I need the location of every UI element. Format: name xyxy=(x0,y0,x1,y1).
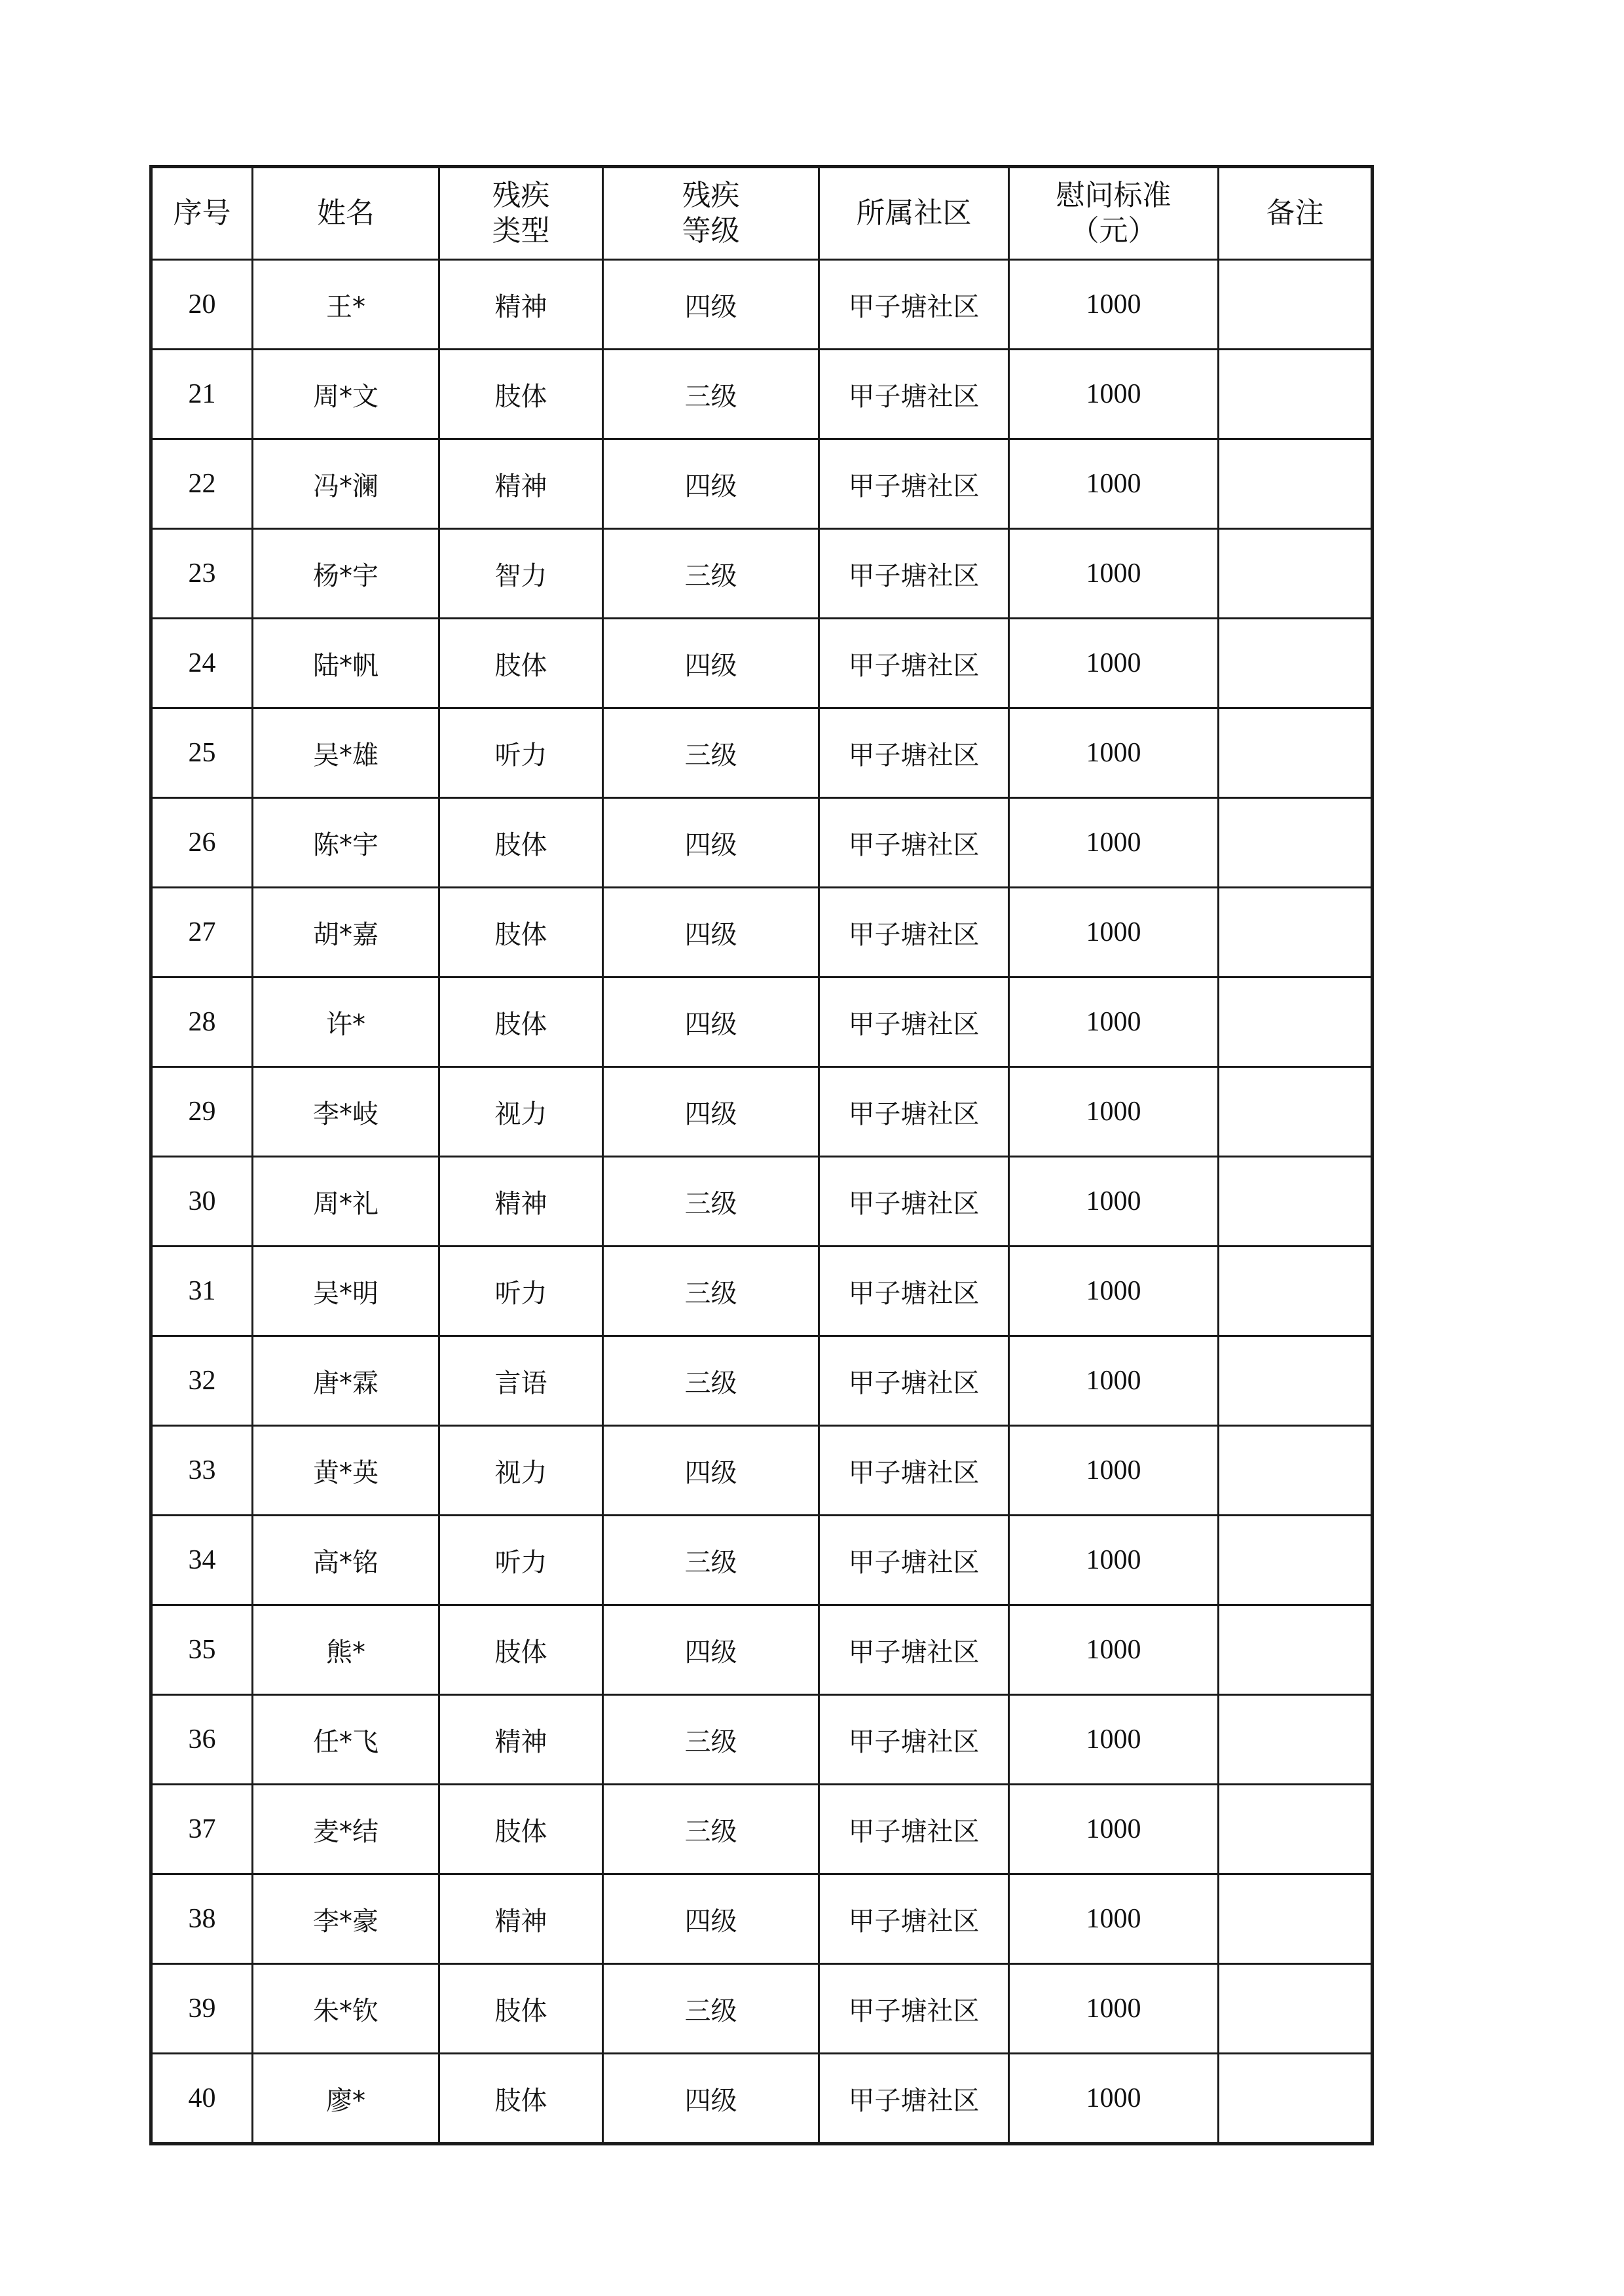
cell-disability-type: 听力 xyxy=(439,708,603,798)
table-row xyxy=(151,1785,1373,1874)
cell-community: 甲子塘社区 xyxy=(819,260,1009,350)
cell-seq: 29 xyxy=(151,1067,253,1157)
cell-seq: 28 xyxy=(151,977,253,1067)
table-row xyxy=(151,888,1373,977)
cell-seq: 26 xyxy=(151,798,253,888)
cell-seq: 37 xyxy=(151,1785,253,1874)
cell-name: 高*铭 xyxy=(253,1516,439,1605)
cell-seq: 31 xyxy=(151,1247,253,1336)
cell-disability-level: 四级 xyxy=(603,798,819,888)
cell-remark xyxy=(1219,708,1373,798)
table-body xyxy=(151,260,1373,2144)
cell-disability-type: 肢体 xyxy=(439,350,603,439)
cell-disability-type: 视力 xyxy=(439,1067,603,1157)
cell-disability-type: 肢体 xyxy=(439,1785,603,1874)
cell-disability-type: 听力 xyxy=(439,1247,603,1336)
cell-disability-level: 四级 xyxy=(603,888,819,977)
cell-name: 冯*澜 xyxy=(253,439,439,529)
header-disability-level-line2: 等级 xyxy=(682,214,740,247)
cell-remark xyxy=(1219,1157,1373,1247)
cell-disability-level: 三级 xyxy=(603,1336,819,1426)
header-disability-level xyxy=(603,167,819,260)
header-disability-type-line1: 残疾 xyxy=(492,179,550,212)
cell-remark xyxy=(1219,529,1373,619)
cell-seq: 20 xyxy=(151,260,253,350)
cell-seq: 38 xyxy=(151,1874,253,1964)
cell-remark xyxy=(1219,1336,1373,1426)
cell-subsidy-amount: 1000 xyxy=(1009,529,1219,619)
cell-name: 胡*嘉 xyxy=(253,888,439,977)
cell-community: 甲子塘社区 xyxy=(819,1874,1009,1964)
table-row xyxy=(151,1426,1373,1516)
cell-disability-level: 四级 xyxy=(603,1067,819,1157)
cell-name: 李*豪 xyxy=(253,1874,439,1964)
table-row xyxy=(151,1336,1373,1426)
cell-name: 王* xyxy=(253,260,439,350)
cell-name: 周*礼 xyxy=(253,1157,439,1247)
cell-name: 黄*英 xyxy=(253,1426,439,1516)
table-row xyxy=(151,439,1373,529)
cell-remark xyxy=(1219,1426,1373,1516)
cell-community: 甲子塘社区 xyxy=(819,1964,1009,2054)
cell-community: 甲子塘社区 xyxy=(819,1516,1009,1605)
cell-community: 甲子塘社区 xyxy=(819,708,1009,798)
cell-remark xyxy=(1219,439,1373,529)
cell-disability-type: 精神 xyxy=(439,439,603,529)
cell-subsidy-amount: 1000 xyxy=(1009,1157,1219,1247)
cell-remark xyxy=(1219,1605,1373,1695)
table-row xyxy=(151,798,1373,888)
cell-remark xyxy=(1219,798,1373,888)
cell-disability-level: 四级 xyxy=(603,1605,819,1695)
disability-subsidy-table xyxy=(149,165,1374,2145)
cell-name: 任*飞 xyxy=(253,1695,439,1785)
table-row xyxy=(151,350,1373,439)
cell-community: 甲子塘社区 xyxy=(819,529,1009,619)
cell-disability-type: 肢体 xyxy=(439,888,603,977)
cell-community: 甲子塘社区 xyxy=(819,1336,1009,1426)
header-seq: 序号 xyxy=(151,167,253,260)
table-row xyxy=(151,977,1373,1067)
cell-name: 廖* xyxy=(253,2054,439,2144)
header-disability-type xyxy=(439,167,603,260)
cell-disability-type: 肢体 xyxy=(439,977,603,1067)
cell-seq: 30 xyxy=(151,1157,253,1247)
cell-community: 甲子塘社区 xyxy=(819,439,1009,529)
table-row xyxy=(151,260,1373,350)
cell-disability-level: 四级 xyxy=(603,1426,819,1516)
cell-remark xyxy=(1219,1247,1373,1336)
cell-remark xyxy=(1219,1964,1373,2054)
header-remark: 备注 xyxy=(1219,167,1373,260)
cell-remark xyxy=(1219,1695,1373,1785)
cell-name: 吴*明 xyxy=(253,1247,439,1336)
cell-disability-level: 三级 xyxy=(603,1695,819,1785)
header-disability-level-line1: 残疾 xyxy=(682,179,740,212)
cell-community: 甲子塘社区 xyxy=(819,1157,1009,1247)
cell-subsidy-amount: 1000 xyxy=(1009,1785,1219,1874)
cell-disability-level: 三级 xyxy=(603,1785,819,1874)
cell-name: 朱*钦 xyxy=(253,1964,439,2054)
cell-disability-level: 三级 xyxy=(603,1964,819,2054)
cell-disability-level: 三级 xyxy=(603,1247,819,1336)
cell-community: 甲子塘社区 xyxy=(819,888,1009,977)
cell-seq: 25 xyxy=(151,708,253,798)
cell-name: 周*文 xyxy=(253,350,439,439)
cell-disability-type: 肢体 xyxy=(439,2054,603,2144)
cell-remark xyxy=(1219,260,1373,350)
cell-seq: 32 xyxy=(151,1336,253,1426)
cell-name: 许* xyxy=(253,977,439,1067)
cell-remark xyxy=(1219,1067,1373,1157)
cell-name: 陆*帆 xyxy=(253,619,439,708)
cell-seq: 21 xyxy=(151,350,253,439)
cell-disability-type: 听力 xyxy=(439,1516,603,1605)
cell-disability-level: 三级 xyxy=(603,1516,819,1605)
table-row xyxy=(151,1516,1373,1605)
cell-seq: 35 xyxy=(151,1605,253,1695)
cell-disability-level: 四级 xyxy=(603,439,819,529)
cell-subsidy-amount: 1000 xyxy=(1009,350,1219,439)
table-row xyxy=(151,2054,1373,2144)
cell-name: 李*岐 xyxy=(253,1067,439,1157)
cell-disability-type: 精神 xyxy=(439,1874,603,1964)
header-name: 姓名 xyxy=(253,167,439,260)
cell-community: 甲子塘社区 xyxy=(819,350,1009,439)
table-row xyxy=(151,1247,1373,1336)
cell-disability-type: 精神 xyxy=(439,260,603,350)
cell-disability-type: 言语 xyxy=(439,1336,603,1426)
cell-community: 甲子塘社区 xyxy=(819,2054,1009,2144)
table-row xyxy=(151,708,1373,798)
cell-seq: 33 xyxy=(151,1426,253,1516)
header-subsidy-standard-line1: 慰问标准 xyxy=(1056,179,1172,212)
header-disability-type-line2: 类型 xyxy=(492,214,550,247)
cell-subsidy-amount: 1000 xyxy=(1009,1964,1219,2054)
cell-subsidy-amount: 1000 xyxy=(1009,1874,1219,1964)
cell-seq: 23 xyxy=(151,529,253,619)
cell-subsidy-amount: 1000 xyxy=(1009,1067,1219,1157)
cell-name: 吴*雄 xyxy=(253,708,439,798)
cell-community: 甲子塘社区 xyxy=(819,1067,1009,1157)
table-row xyxy=(151,1067,1373,1157)
cell-subsidy-amount: 1000 xyxy=(1009,619,1219,708)
table-row xyxy=(151,1605,1373,1695)
table-row xyxy=(151,529,1373,619)
cell-remark xyxy=(1219,1516,1373,1605)
cell-disability-type: 精神 xyxy=(439,1695,603,1785)
cell-subsidy-amount: 1000 xyxy=(1009,439,1219,529)
cell-name: 麦*结 xyxy=(253,1785,439,1874)
cell-disability-type: 智力 xyxy=(439,529,603,619)
cell-remark xyxy=(1219,888,1373,977)
cell-community: 甲子塘社区 xyxy=(819,619,1009,708)
cell-subsidy-amount: 1000 xyxy=(1009,1336,1219,1426)
cell-disability-type: 肢体 xyxy=(439,798,603,888)
cell-disability-type: 视力 xyxy=(439,1426,603,1516)
cell-subsidy-amount: 1000 xyxy=(1009,260,1219,350)
cell-seq: 27 xyxy=(151,888,253,977)
cell-community: 甲子塘社区 xyxy=(819,1785,1009,1874)
cell-remark xyxy=(1219,2054,1373,2144)
cell-disability-type: 肢体 xyxy=(439,619,603,708)
cell-remark xyxy=(1219,1874,1373,1964)
table-row xyxy=(151,1874,1373,1964)
header-row xyxy=(151,167,1373,260)
cell-name: 唐*霖 xyxy=(253,1336,439,1426)
cell-seq: 24 xyxy=(151,619,253,708)
cell-community: 甲子塘社区 xyxy=(819,1695,1009,1785)
header-subsidy-standard xyxy=(1009,167,1219,260)
cell-disability-type: 精神 xyxy=(439,1157,603,1247)
cell-disability-level: 三级 xyxy=(603,1157,819,1247)
cell-name: 杨*宇 xyxy=(253,529,439,619)
cell-name: 熊* xyxy=(253,1605,439,1695)
cell-community: 甲子塘社区 xyxy=(819,1426,1009,1516)
cell-seq: 36 xyxy=(151,1695,253,1785)
cell-seq: 39 xyxy=(151,1964,253,2054)
cell-subsidy-amount: 1000 xyxy=(1009,1247,1219,1336)
cell-remark xyxy=(1219,977,1373,1067)
table-row xyxy=(151,1157,1373,1247)
cell-subsidy-amount: 1000 xyxy=(1009,708,1219,798)
cell-subsidy-amount: 1000 xyxy=(1009,1516,1219,1605)
cell-community: 甲子塘社区 xyxy=(819,1247,1009,1336)
cell-remark xyxy=(1219,619,1373,708)
cell-disability-level: 三级 xyxy=(603,529,819,619)
cell-seq: 40 xyxy=(151,2054,253,2144)
cell-name: 陈*宇 xyxy=(253,798,439,888)
table-row xyxy=(151,1695,1373,1785)
cell-seq: 34 xyxy=(151,1516,253,1605)
cell-subsidy-amount: 1000 xyxy=(1009,977,1219,1067)
cell-disability-level: 四级 xyxy=(603,977,819,1067)
cell-disability-level: 四级 xyxy=(603,1874,819,1964)
cell-subsidy-amount: 1000 xyxy=(1009,1426,1219,1516)
cell-remark xyxy=(1219,350,1373,439)
table-row xyxy=(151,1964,1373,2054)
cell-disability-level: 三级 xyxy=(603,708,819,798)
cell-community: 甲子塘社区 xyxy=(819,977,1009,1067)
cell-subsidy-amount: 1000 xyxy=(1009,888,1219,977)
cell-subsidy-amount: 1000 xyxy=(1009,798,1219,888)
table-row xyxy=(151,619,1373,708)
cell-subsidy-amount: 1000 xyxy=(1009,2054,1219,2144)
cell-subsidy-amount: 1000 xyxy=(1009,1605,1219,1695)
cell-community: 甲子塘社区 xyxy=(819,798,1009,888)
header-subsidy-standard-line2: （元） xyxy=(1070,214,1157,247)
cell-disability-type: 肢体 xyxy=(439,1964,603,2054)
header-community: 所属社区 xyxy=(819,167,1009,260)
cell-seq: 22 xyxy=(151,439,253,529)
cell-disability-type: 肢体 xyxy=(439,1605,603,1695)
cell-disability-level: 四级 xyxy=(603,260,819,350)
cell-subsidy-amount: 1000 xyxy=(1009,1695,1219,1785)
cell-disability-level: 四级 xyxy=(603,2054,819,2144)
cell-disability-level: 四级 xyxy=(603,619,819,708)
cell-community: 甲子塘社区 xyxy=(819,1605,1009,1695)
cell-disability-level: 三级 xyxy=(603,350,819,439)
cell-remark xyxy=(1219,1785,1373,1874)
